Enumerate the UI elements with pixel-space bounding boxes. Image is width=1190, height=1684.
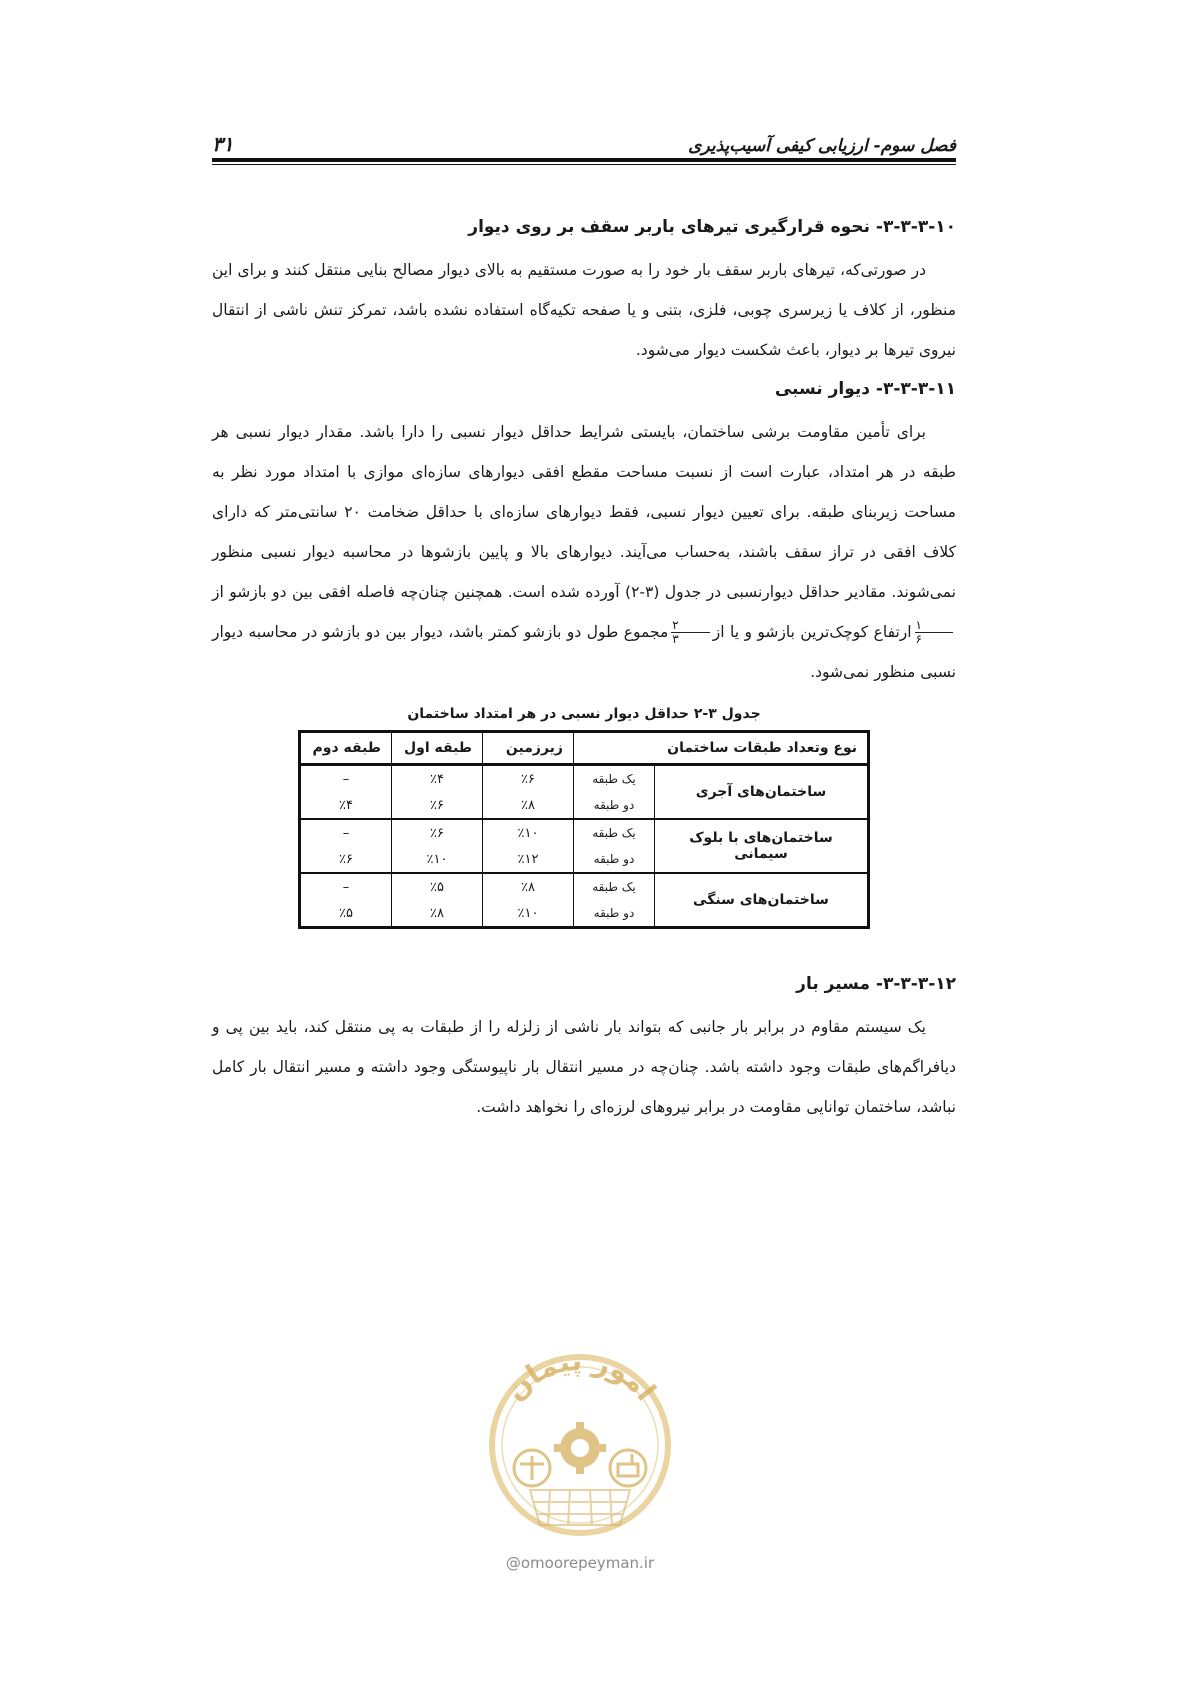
- header-basement: زیرزمین: [483, 732, 574, 765]
- omoorepeyman-logo: [460, 1340, 700, 1540]
- floor-count: یک طبقه: [574, 819, 655, 846]
- logo-caption: @omoorepeyman.ir: [505, 1554, 655, 1572]
- gear-icon: [554, 1422, 606, 1474]
- cell-basement: ٪۸: [483, 792, 574, 819]
- paragraph-text: ارتفاع کوچک‌ترین بازشو و یا از: [712, 623, 912, 641]
- fraction-denominator: ۳: [672, 632, 679, 646]
- table-caption: جدول ۳-۲ حداقل دیوار نسبی در هر امتداد ساختمان: [407, 706, 761, 722]
- cell-basement: ٪۱۲: [483, 846, 574, 873]
- paragraph-text: برای تأمین مقاومت برشی ساختمان، بایستی شرایط حداقل دیوار نسبی را دارا باشد. مقدار دیوار نسبی هر طبقه در هر امتداد، عبارت است از نسبت مساحت مقطع افقی دیوارهای سازه‌ای موازی با امتداد مورد نظر به مساحت زیربنای طبقه. برای تعیین دیوار نسبی، فقط دیوارهای سازه‌ای با حداقل ضخامت ۲۰ سانتی‌متر که دارای کلاف افقی در تراز سقف باشند، به‌حساب می‌آیند. دیوارهای بالا و پایین بازشوها در محاسبه دیوار نسبی منظور نمی‌شوند. مقادیر حداقل دیوارنسبی در جدول (۳-۲) آورده شده است. همچنین چنان‌چه فاصله افقی بین دو بازشو از: [212, 423, 956, 601]
- cell-second-floor: –: [300, 873, 392, 900]
- cell-first-floor: ٪۵: [392, 873, 483, 900]
- min-wall-ratio-table: [298, 730, 870, 929]
- table-row: [300, 873, 869, 900]
- fraction-numerator: ۱: [915, 619, 953, 633]
- floor-count: یک طبقه: [574, 765, 655, 793]
- floor-count: دو طبقه: [574, 900, 655, 928]
- cell-first-floor: ٪۱۰: [392, 846, 483, 873]
- cell-basement: ٪۱۰: [483, 819, 574, 846]
- building-type: ساختمان‌های سنگی: [655, 873, 869, 928]
- header-rule-thick: [212, 158, 956, 162]
- table-header-row: [300, 732, 869, 765]
- section-heading: ۳-۳-۳-۱۰- نحوه قرارگیری تیرهای باربر سقف بر روی دیوار: [468, 217, 956, 237]
- page-content: [212, 212, 956, 1127]
- table-row: [300, 765, 869, 793]
- paragraph-text: مجموع طول دو بازشو کمتر باشد، دیوار بین دو بازشو در محاسبه دیوار نسبی منظور نمی‌شود.: [212, 623, 956, 681]
- floor-count: دو طبقه: [574, 792, 655, 819]
- fraction: [915, 619, 953, 646]
- building-grid-icon: [530, 1490, 630, 1525]
- building-type: ساختمان‌های با بلوک سیمانی: [655, 819, 869, 873]
- fraction-denominator: ۶: [915, 632, 922, 646]
- cell-second-floor: ٪۴: [300, 792, 392, 819]
- section-heading: ۳-۳-۳-۱۱- دیوار نسبی: [774, 379, 956, 399]
- cell-first-floor: ٪۸: [392, 900, 483, 928]
- page-number: ۳۱: [212, 132, 234, 156]
- cell-second-floor: ٪۵: [300, 900, 392, 928]
- factory-icon: [610, 1450, 646, 1486]
- header-second-floor: طبقه دوم: [300, 732, 392, 765]
- cell-second-floor: –: [300, 765, 392, 793]
- section-paragraph: یک سیستم مقاوم در برابر بار جانبی که بتواند بار ناشی از زلزله را از طبقات به پی منتقل کند، باید بین پی و دیافراگم‌های طبقات وجود داشته باشد. چنان‌چه در مسیر انتقال بار ناپیوستگی وجود داشته و مسیر انتقال بار کامل نباشد، ساختمان توانایی مقاومت در برابر نیروهای لرزه‌ای را نخواهد داشت.: [212, 1018, 956, 1116]
- cell-first-floor: ٪۴: [392, 765, 483, 793]
- chapter-title: فصل سوم- ارزیابی کیفی آسیب‌پذیری: [688, 136, 956, 156]
- header-type: نوع وتعداد طبقات ساختمان: [574, 732, 869, 765]
- cell-second-floor: –: [300, 819, 392, 846]
- cell-basement: ٪۸: [483, 873, 574, 900]
- table-row: [300, 819, 869, 846]
- floor-count: دو طبقه: [574, 846, 655, 873]
- header-first-floor: طبقه اول: [392, 732, 483, 765]
- cell-first-floor: ٪۶: [392, 792, 483, 819]
- section-heading: ۳-۳-۳-۱۲- مسیر بار: [796, 974, 956, 994]
- page-header: [212, 126, 956, 156]
- logo-text: امور پیمان: [498, 1343, 663, 1407]
- cell-basement: ٪۶: [483, 765, 574, 793]
- building-type: ساختمان‌های آجری: [655, 765, 869, 820]
- section-paragraph: [212, 412, 956, 692]
- scales-icon: [514, 1450, 550, 1486]
- fraction-numerator: ۲: [671, 619, 709, 633]
- cell-basement: ٪۱۰: [483, 900, 574, 928]
- cell-first-floor: ٪۶: [392, 819, 483, 846]
- fraction: [671, 619, 709, 646]
- header-rule-thin: [212, 164, 956, 165]
- cell-second-floor: ٪۶: [300, 846, 392, 873]
- section-paragraph: در صورتی‌که، تیرهای باربر سقف بار خود را به صورت مستقیم به بالای دیوار مصالح بنایی منتقل کنند و برای این منظور، از کلاف یا زیرسری چوبی، فلزی، بتنی و یا صفحه تکیه‌گاه استفاده نشده باشد، تمرکز تنش ناشی از انتقال نیروی تیرها بر دیوار، باعث شکست دیوار می‌شود.: [212, 261, 956, 359]
- floor-count: یک طبقه: [574, 873, 655, 900]
